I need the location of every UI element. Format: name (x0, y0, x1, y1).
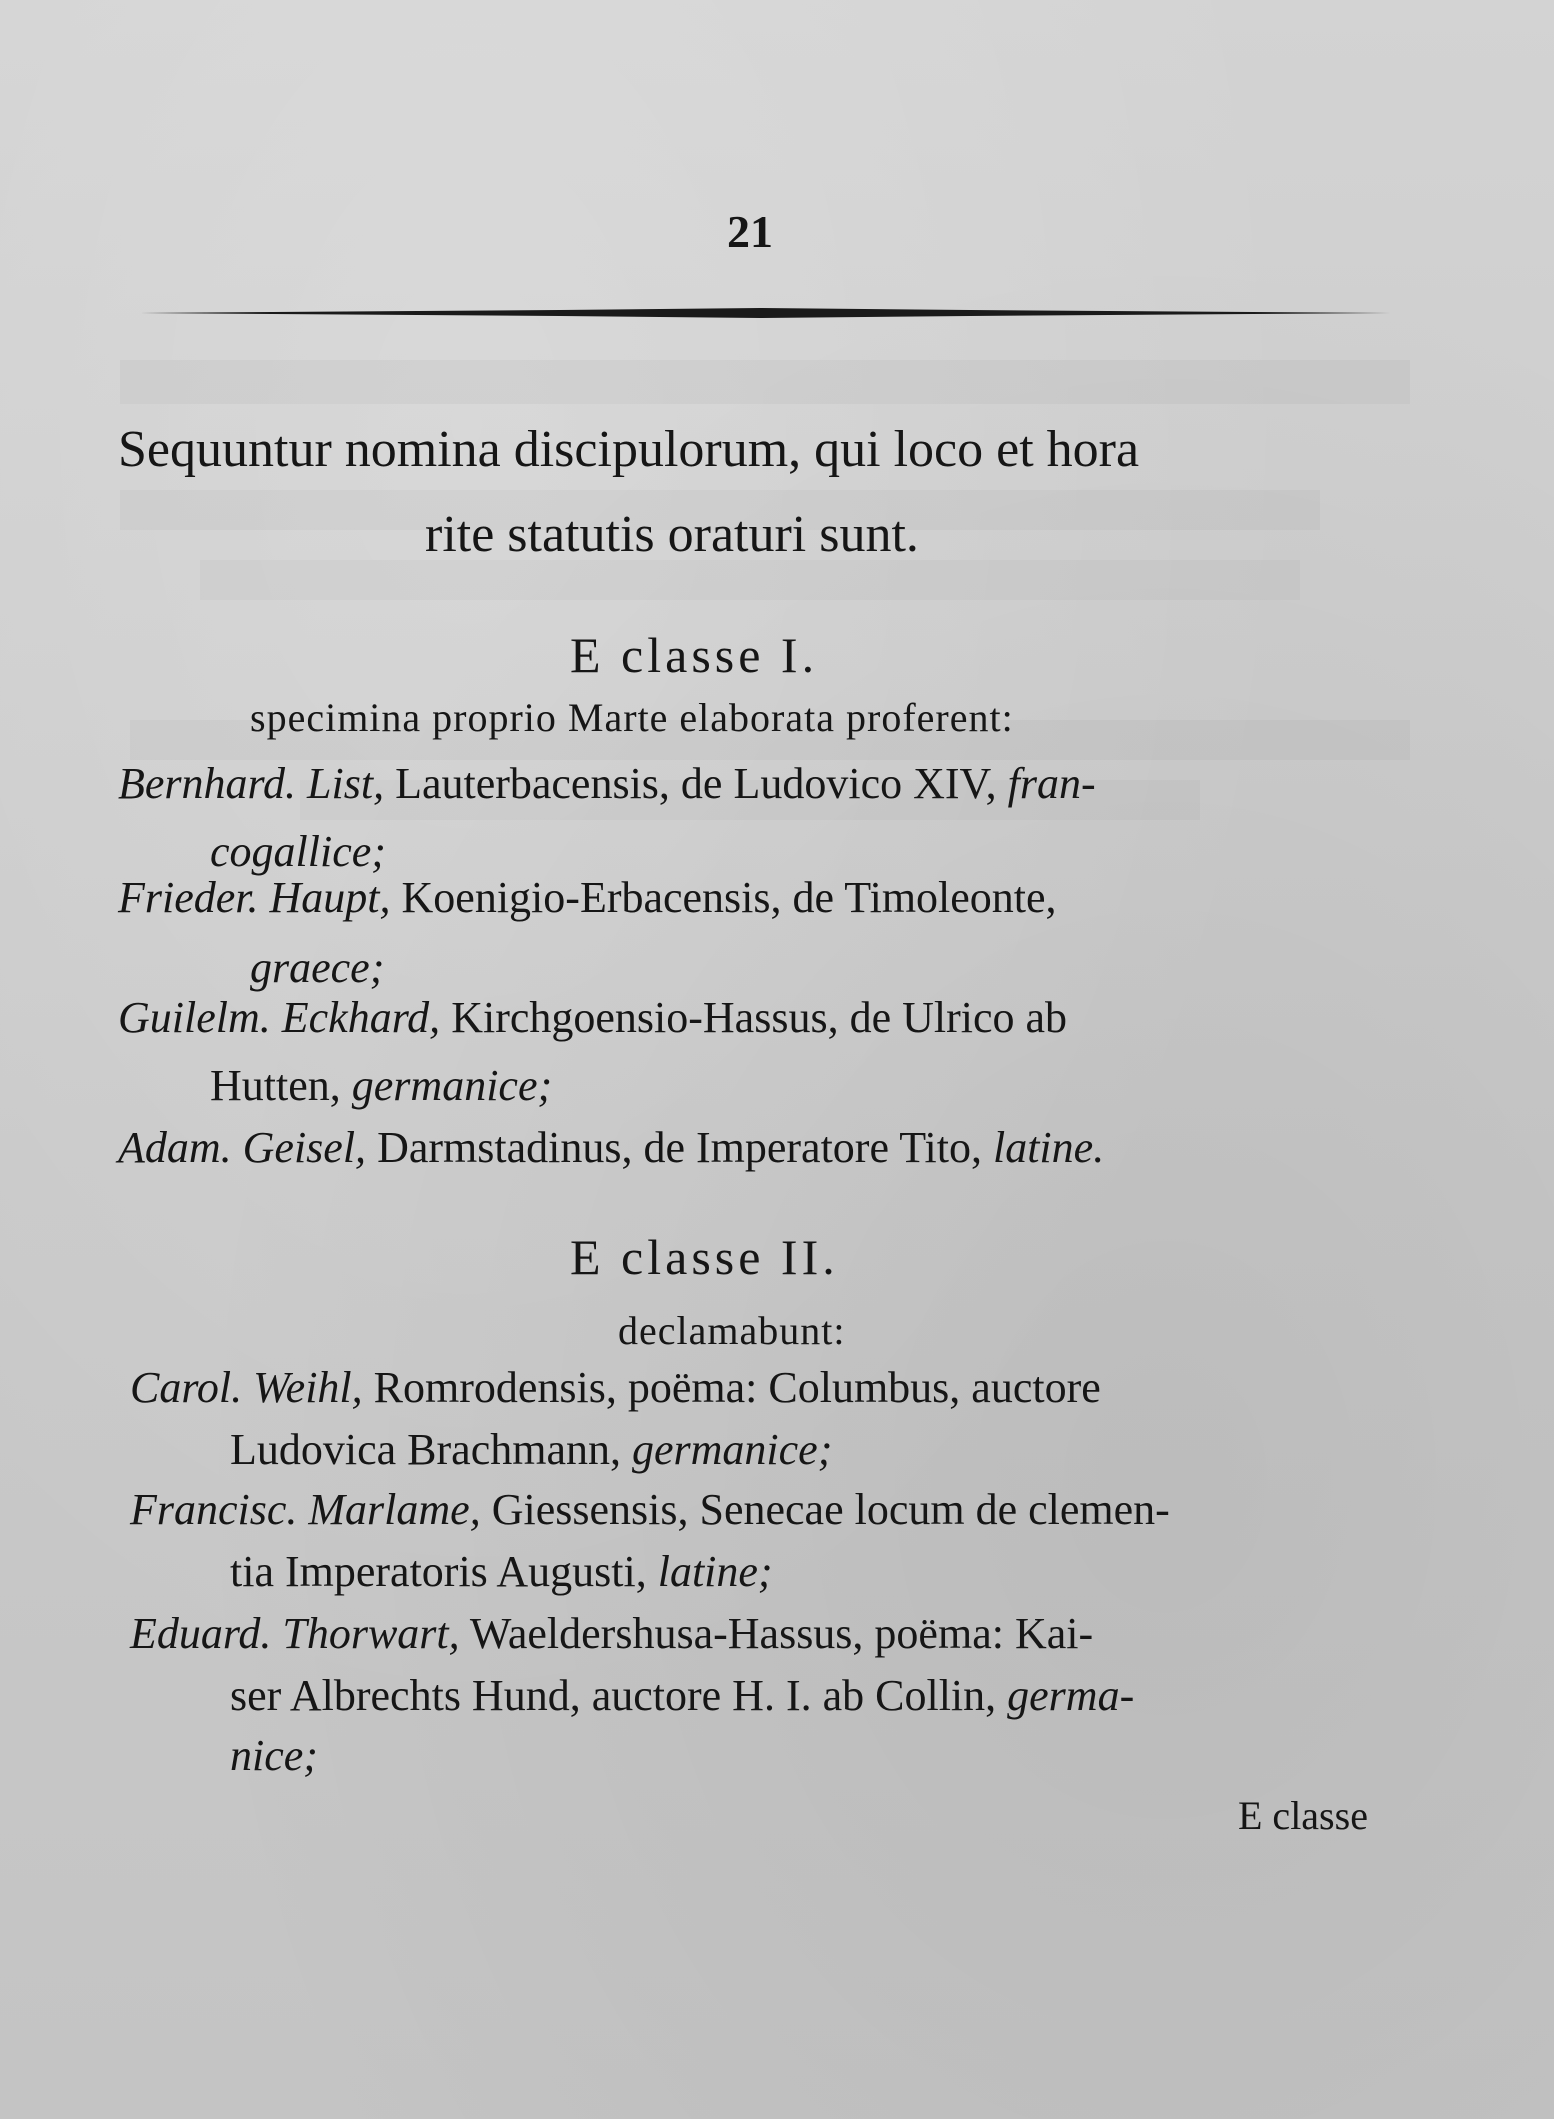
entry-language: latine; (657, 1547, 773, 1596)
entry-continuation (230, 1730, 318, 1781)
catchword: E classe (1238, 1793, 1368, 1838)
class-2-subtitle: declamabunt: (618, 1308, 846, 1353)
entry-language: graece; (250, 943, 385, 992)
entry-language: germanice; (631, 1425, 833, 1474)
entry-continuation (210, 1060, 552, 1111)
entry-continuation (250, 942, 384, 993)
entry-continuation (210, 826, 386, 877)
entry-line (118, 1122, 1104, 1173)
entry-continuation (230, 1546, 773, 1597)
student-name: Guilelm. Eckhard, (118, 993, 441, 1042)
student-name: Carol. Weihl, (130, 1363, 363, 1412)
class-1-subtitle: specimina proprio Marte elaborata proferent: (250, 695, 1014, 740)
entry-text: Darmstadinus, de Imperatore Tito, (366, 1123, 993, 1172)
entry-language: germa- (1007, 1671, 1135, 1720)
heading-line-2: rite statutis oraturi sunt. (425, 506, 919, 563)
entry-line (130, 1608, 1093, 1659)
student-name: Bernhard. List, (118, 759, 385, 808)
heading-line-1: Sequuntur nomina discipulorum, qui loco et hora (118, 421, 1140, 478)
entry-line (118, 758, 1096, 809)
header-rule (140, 308, 1390, 318)
student-name: Adam. Geisel, (118, 1123, 367, 1172)
entry-continuation (230, 1424, 832, 1475)
entry-language: nice; (230, 1731, 318, 1780)
entry-text: Koenigio-Erbacensis, de Timoleonte, (390, 873, 1057, 922)
entry-text: Hutten, (210, 1061, 352, 1110)
entry-continuation (230, 1670, 1134, 1721)
student-name: Frieder. Haupt, (118, 873, 391, 922)
entry-text: Giessensis, Senecae locum de clemen- (480, 1485, 1170, 1534)
page-number: 21 (727, 206, 773, 257)
show-through-decoration (200, 560, 1300, 600)
entry-text: Ludovica Brachmann, (230, 1425, 632, 1474)
class-2-title: E classe II. (570, 1229, 839, 1285)
student-name: Francisc. Marlame, (130, 1485, 481, 1534)
entry-line (130, 1484, 1170, 1535)
entry-line (118, 992, 1067, 1043)
student-name: Eduard. Thorwart, (130, 1609, 460, 1658)
entry-language: cogallice; (210, 827, 386, 876)
entry-text: Lauterbacensis, de Ludovico XIV, (384, 759, 1008, 808)
entry-text: ser Albrechts Hund, auctore H. I. ab Collin, (230, 1671, 1008, 1720)
entry-text: tia Imperatoris Augusti, (230, 1547, 658, 1596)
entry-line (118, 872, 1057, 923)
entry-language: fran- (1007, 759, 1096, 808)
entry-language: germanice; (351, 1061, 553, 1110)
show-through-decoration (120, 360, 1410, 404)
class-1-title: E classe I. (570, 627, 819, 683)
entry-line (130, 1362, 1101, 1413)
entry-text: Romrodensis, poëma: Columbus, auctore (362, 1363, 1101, 1412)
entry-text: Kirchgoensio-Hassus, de Ulrico ab (440, 993, 1068, 1042)
entry-language: latine. (992, 1123, 1105, 1172)
entry-text: Waeldershusa-Hassus, poëma: Kai- (459, 1609, 1094, 1658)
